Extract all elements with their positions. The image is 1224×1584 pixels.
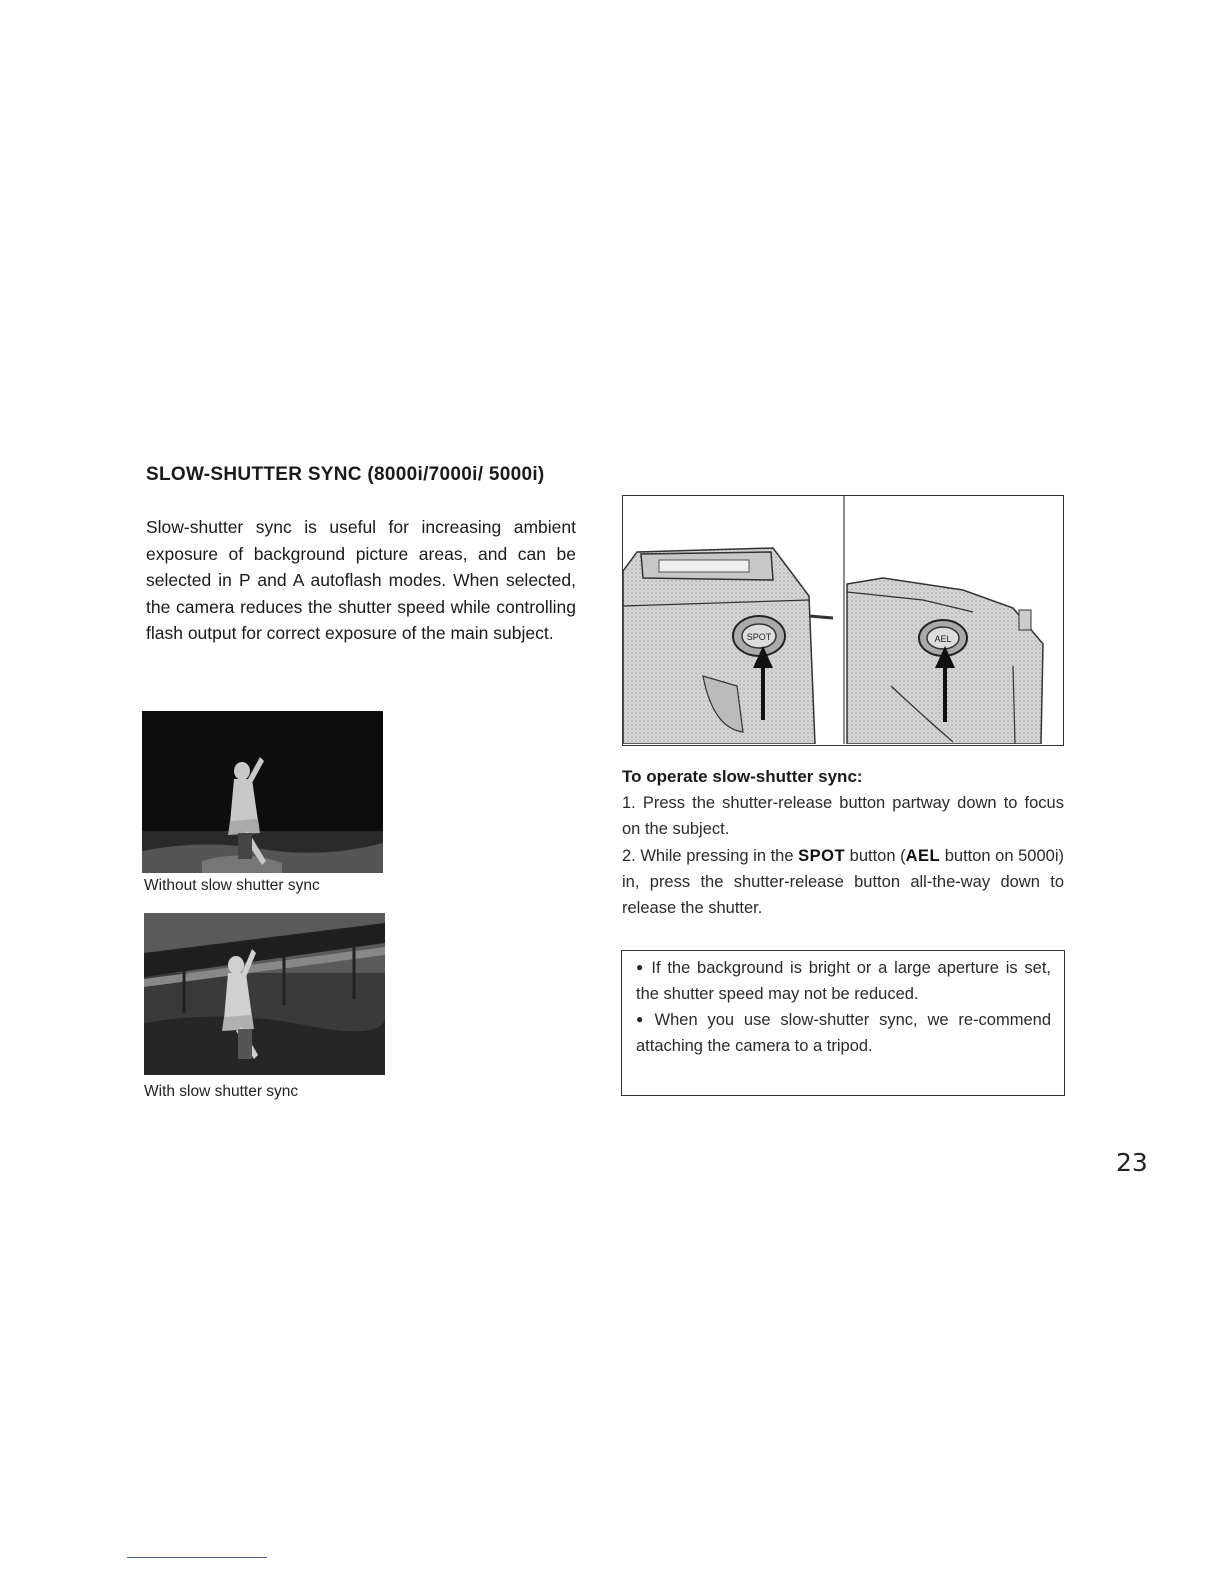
photo-caption-without: Without slow shutter sync xyxy=(144,877,320,894)
page-number: 23 xyxy=(1116,1148,1148,1177)
bullet-icon: ● xyxy=(636,1012,649,1026)
note-text: If the background is bright or a large aperture is set, the shutter speed may not be reduced. xyxy=(636,959,1051,1003)
spot-button-label: SPOT xyxy=(746,632,772,642)
intro-paragraph: Slow-shutter sync is useful for increasing ambient exposure of background picture areas, and can be selected in P and A autoflash modes. When selected, the camera reduces the shutter speed while controlling flash output for correct exposure of the main subject. xyxy=(146,517,576,643)
photo-without-slow-sync xyxy=(142,711,383,873)
photo-caption-with: With slow shutter sync xyxy=(144,1083,299,1100)
instruction-step-2 xyxy=(622,843,1064,921)
note-item xyxy=(636,1007,1051,1059)
note-text: When you use slow-shutter sync, we re-commend attaching the camera to a tripod. xyxy=(636,1011,1052,1055)
spot-button-name: SPOT xyxy=(798,847,846,865)
camera-button-illustration xyxy=(622,495,1064,746)
camera-left-drawing xyxy=(623,548,833,744)
section-heading: SLOW-SHUTTER SYNC (8000i/7000i/ 5000i) xyxy=(146,464,545,485)
step2-text-c: button on 5000i) in, press the shutter-release button all-the-way down to release the shutter. xyxy=(622,847,1064,917)
step2-text-b: button ( xyxy=(845,847,906,865)
photo-with-slow-sync xyxy=(144,913,385,1075)
footer-rule xyxy=(127,1557,267,1558)
instructions-title: To operate slow-shutter sync: xyxy=(622,767,863,786)
instruction-step-1: 1. Press the shutter-release button partway down to focus on the subject. xyxy=(622,794,1064,838)
step2-text-a: 2. While pressing in the xyxy=(622,847,799,865)
note-item xyxy=(636,955,1051,1007)
bullet-icon: ● xyxy=(636,960,646,974)
ael-button-name: AEL xyxy=(905,847,941,865)
notes-box xyxy=(621,950,1065,1096)
ael-button-label: AEL xyxy=(934,634,952,644)
